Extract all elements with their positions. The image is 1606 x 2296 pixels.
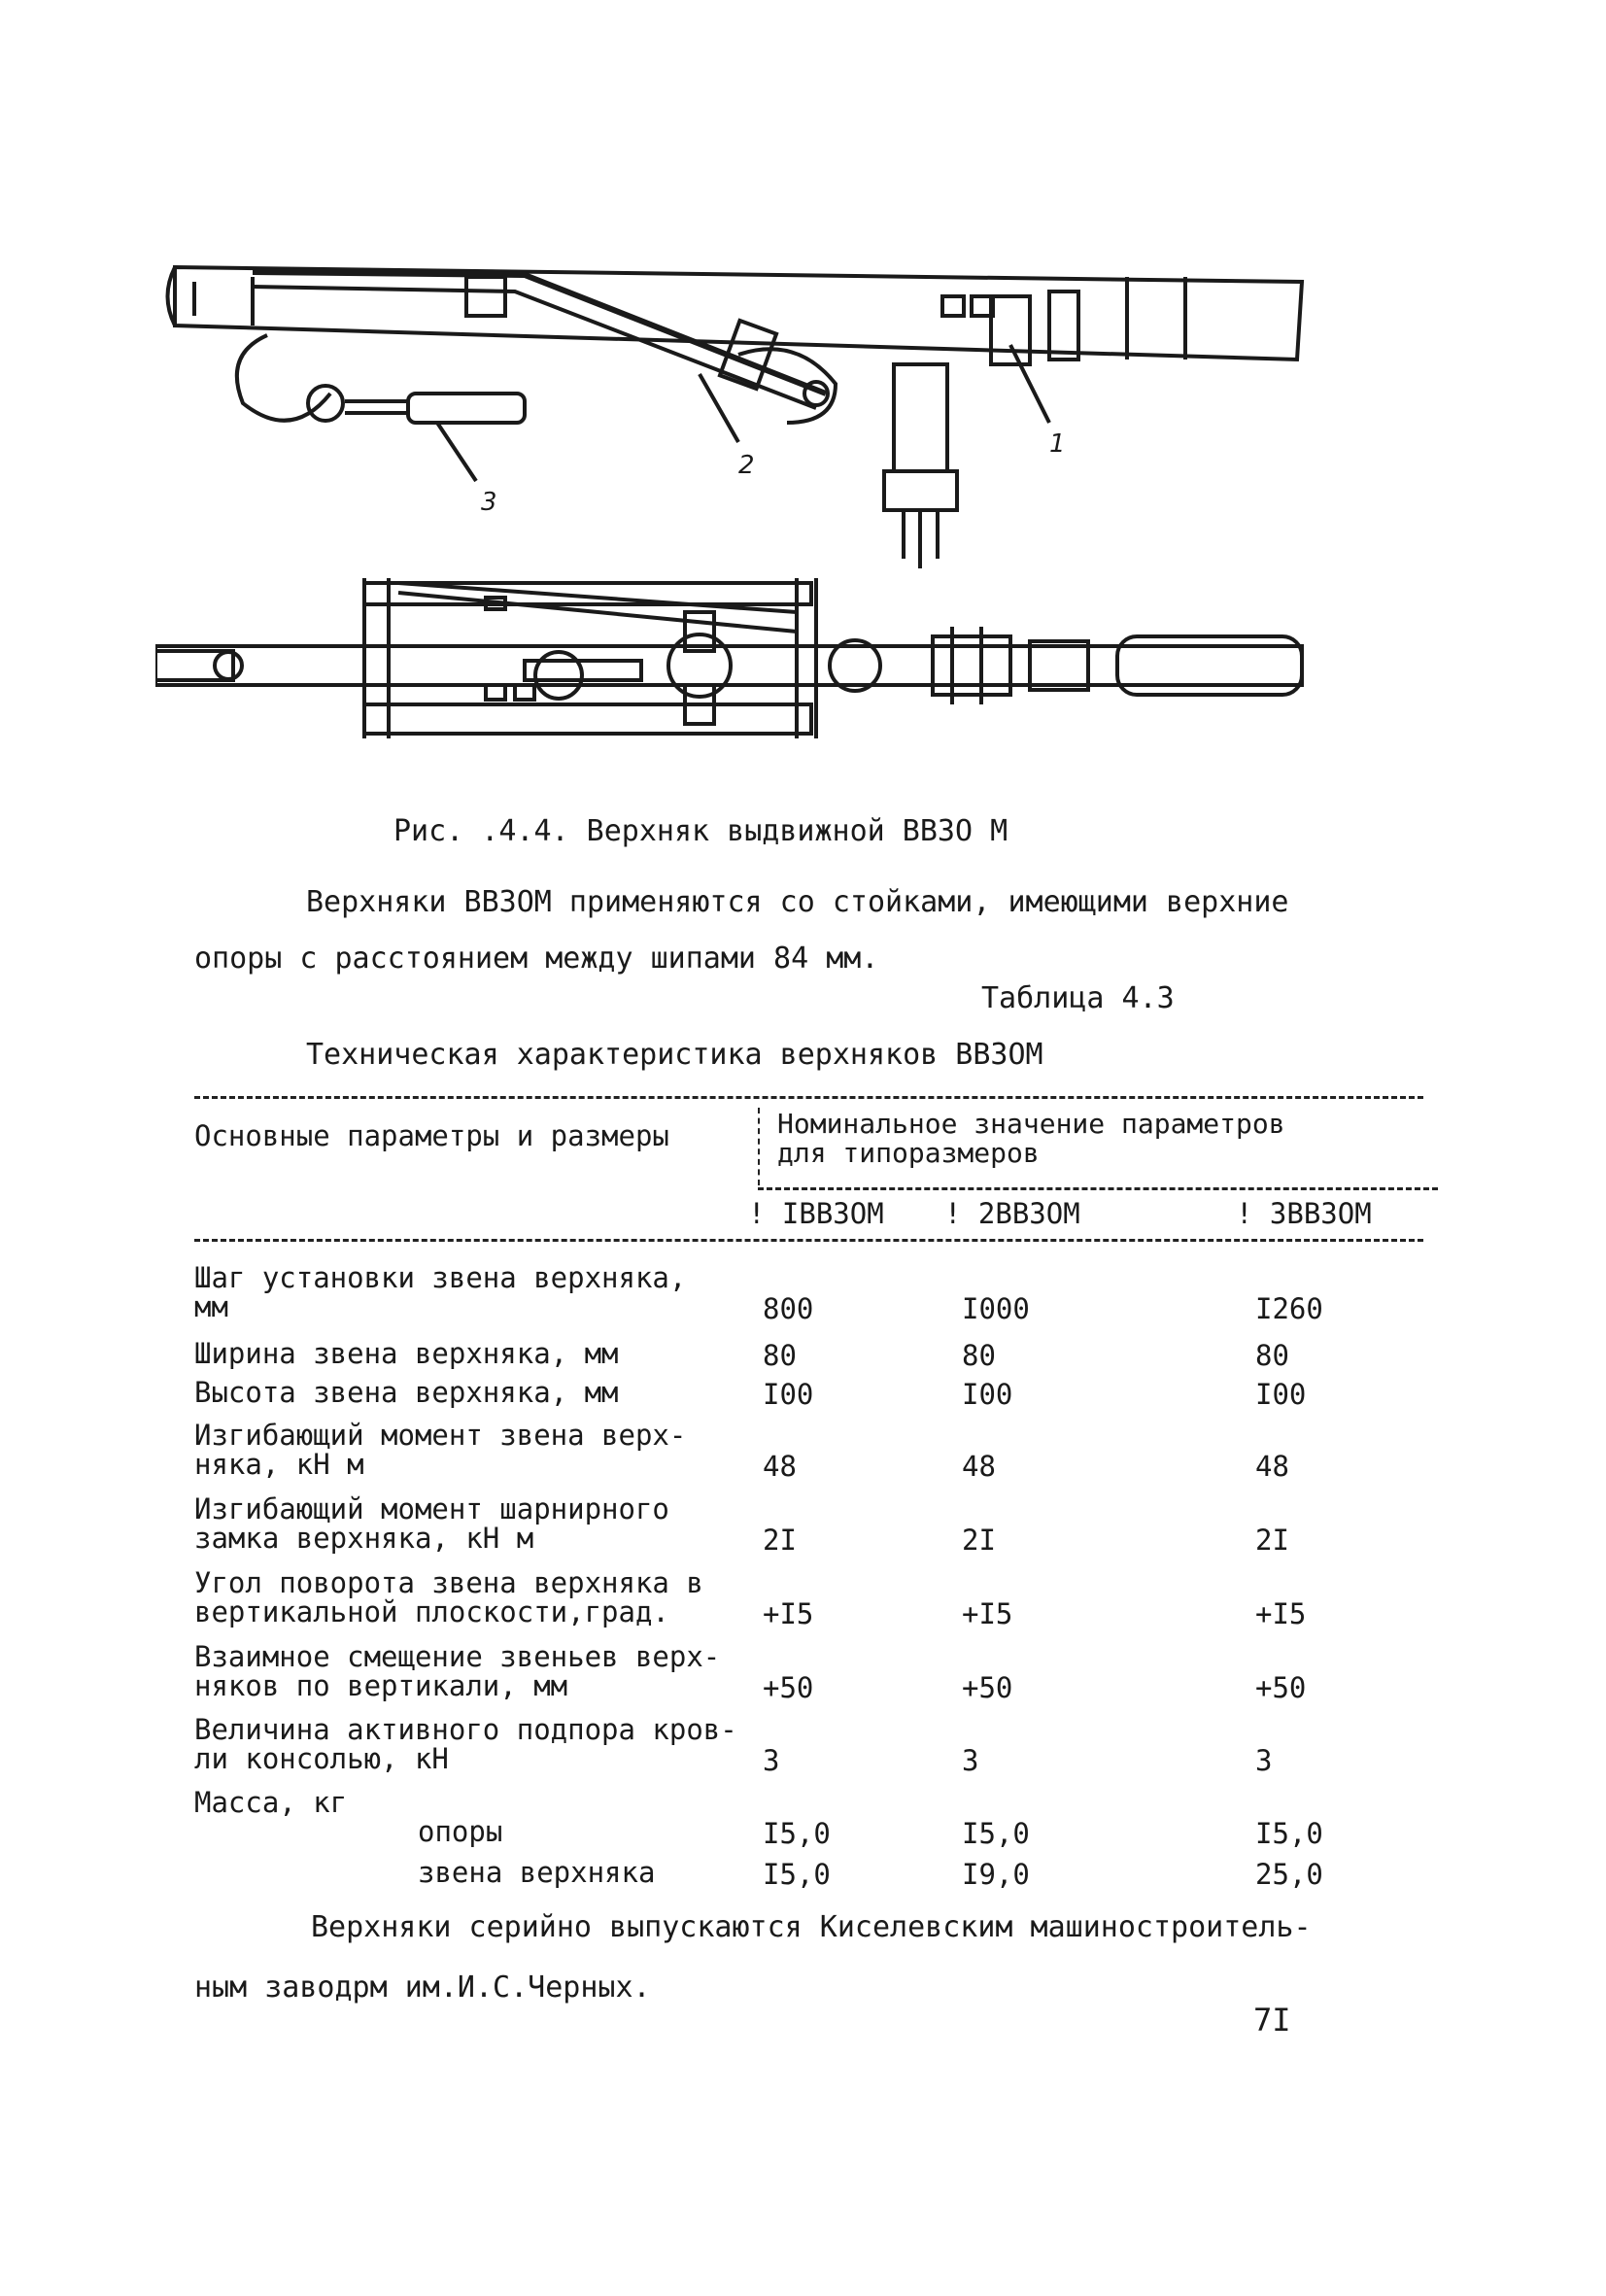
technical-drawing <box>155 248 1321 753</box>
header-bottom-rule <box>194 1239 1423 1242</box>
column-header-2: ! 2ВВЗОМ <box>944 1197 1080 1230</box>
lower-hook <box>237 335 330 421</box>
table-cell: +I5 <box>763 1597 814 1630</box>
callout-3: 3 <box>481 488 497 517</box>
intro-line-2: опоры с расстоянием между шипами 84 мм. <box>194 942 879 976</box>
header-nominal <box>777 1110 1285 1168</box>
row-label-line: Взаимное смещение звеньев верх- <box>194 1640 721 1673</box>
table-cell: I5,0 <box>763 1858 831 1891</box>
row-label-line: мм <box>194 1290 228 1323</box>
table-cell: 80 <box>1255 1339 1289 1372</box>
table-cell: +50 <box>1255 1671 1307 1704</box>
row-label-line: Изгибающий момент звена верх- <box>194 1419 687 1452</box>
table-cell: 3 <box>1255 1744 1273 1777</box>
callout-1: 1 <box>1049 429 1066 459</box>
table-top-rule <box>194 1096 1423 1099</box>
table-cell: I00 <box>1255 1378 1307 1411</box>
table-cell: +50 <box>962 1671 1013 1704</box>
table-title: Техническая характеристика верхняков ВВЗОМ <box>306 1038 1043 1072</box>
table-cell: I000 <box>962 1292 1030 1325</box>
table-row-label <box>194 1421 748 1479</box>
column-header-1-label: IВВЗОМ <box>781 1197 884 1230</box>
row-label-line: Величина активного подпора кров- <box>194 1713 737 1746</box>
table-cell: 48 <box>962 1450 996 1483</box>
header-params: Основные параметры и размеры <box>194 1119 669 1152</box>
column-header-3: ! 3ВВЗОМ <box>1236 1197 1372 1230</box>
row-label-line: опоры <box>418 1815 503 1848</box>
column-header-1: ! IВВЗОМ <box>748 1197 884 1230</box>
intro-line-1: Верхняки ВВЗОМ применяются со стойками, имеющими верхние <box>306 885 1289 919</box>
closing-line-2: ным заводрм им.И.С.Черных. <box>194 1970 651 2005</box>
row-label-line: звена верхняка <box>418 1856 656 1889</box>
handle <box>408 394 525 423</box>
table-cell: +50 <box>763 1671 814 1704</box>
row-label-line: Масса, кг <box>194 1786 348 1819</box>
column-header-2-label: 2ВВЗОМ <box>977 1197 1080 1230</box>
table-row-label <box>194 1788 748 1817</box>
row-label-line: няков по вертикали, мм <box>194 1669 568 1702</box>
row-label-line: Угол поворота звена верхняка в <box>194 1566 703 1599</box>
beam-outline <box>175 267 1302 360</box>
roller <box>668 634 731 697</box>
table-cell: 2I <box>763 1524 797 1557</box>
table-cell: 3 <box>763 1744 780 1777</box>
table-cell: 2I <box>1255 1524 1289 1557</box>
table-row-label <box>418 1817 738 1846</box>
intro-paragraph <box>194 874 1360 987</box>
plan-bottom-rail <box>364 704 811 734</box>
drawing-svg <box>155 248 1321 753</box>
closing-paragraph <box>194 1898 1409 2018</box>
figure-caption: Рис. .4.4. Верхняк выдвижной ВВЗО М <box>393 814 1008 848</box>
table-row-label <box>194 1568 748 1627</box>
table-row-label <box>194 1263 748 1321</box>
row-label-line: Изгибающий момент шарнирного <box>194 1492 669 1525</box>
table-row-label <box>194 1378 748 1407</box>
table-cell: I00 <box>763 1378 814 1411</box>
closing-line-1: Верхняки серийно выпускаются Киселевским машиностроитель- <box>311 1910 1312 1944</box>
row-label-line: Ширина звена верхняка, мм <box>194 1337 619 1370</box>
table-cell: 80 <box>962 1339 996 1372</box>
table-row-label <box>194 1715 748 1773</box>
support-post <box>894 364 947 471</box>
table-cell: 800 <box>763 1292 814 1325</box>
table-cell: I5,0 <box>962 1817 1030 1850</box>
table-row-label <box>418 1858 738 1887</box>
table-cell: I260 <box>1255 1292 1323 1325</box>
header-mid-rule <box>758 1187 1438 1190</box>
header-divider <box>758 1108 760 1185</box>
table-cell: 3 <box>962 1744 979 1777</box>
table-cell: +I5 <box>962 1597 1013 1630</box>
table-row-label <box>194 1339 748 1368</box>
table-cell: I5,0 <box>763 1817 831 1850</box>
table-cell: I00 <box>962 1378 1013 1411</box>
callout-2: 2 <box>738 451 755 480</box>
row-label-line: няка, кН м <box>194 1448 364 1481</box>
clamp <box>720 321 776 389</box>
table-cell: 2I <box>962 1524 996 1557</box>
row-label-line: Шаг установки звена верхняка, <box>194 1261 687 1294</box>
header-nominal-line-1: Номинальное значение параметров <box>777 1108 1285 1140</box>
table-row-label <box>194 1642 748 1700</box>
page-number: 7I <box>1253 2002 1291 2039</box>
row-label-line: Высота звена верхняка, мм <box>194 1376 619 1409</box>
table-cell: I9,0 <box>962 1858 1030 1891</box>
row-label-line: вертикальной плоскости,град. <box>194 1595 669 1628</box>
table-cell: 25,0 <box>1255 1858 1323 1891</box>
header-nominal-line-2: для типоразмеров <box>777 1137 1040 1169</box>
row-label-line: ли консолью, кН <box>194 1742 449 1775</box>
column-header-3-label: 3ВВЗОМ <box>1269 1197 1372 1230</box>
table-cell: 48 <box>763 1450 797 1483</box>
table-cell: I5,0 <box>1255 1817 1323 1850</box>
table-cell: 48 <box>1255 1450 1289 1483</box>
table-number: Таблица 4.3 <box>981 981 1175 1015</box>
table-cell: 80 <box>763 1339 797 1372</box>
diagonal-rod <box>253 272 826 394</box>
row-label-line: замка верхняка, кН м <box>194 1522 534 1555</box>
table-cell: +I5 <box>1255 1597 1307 1630</box>
table-row-label <box>194 1494 748 1553</box>
